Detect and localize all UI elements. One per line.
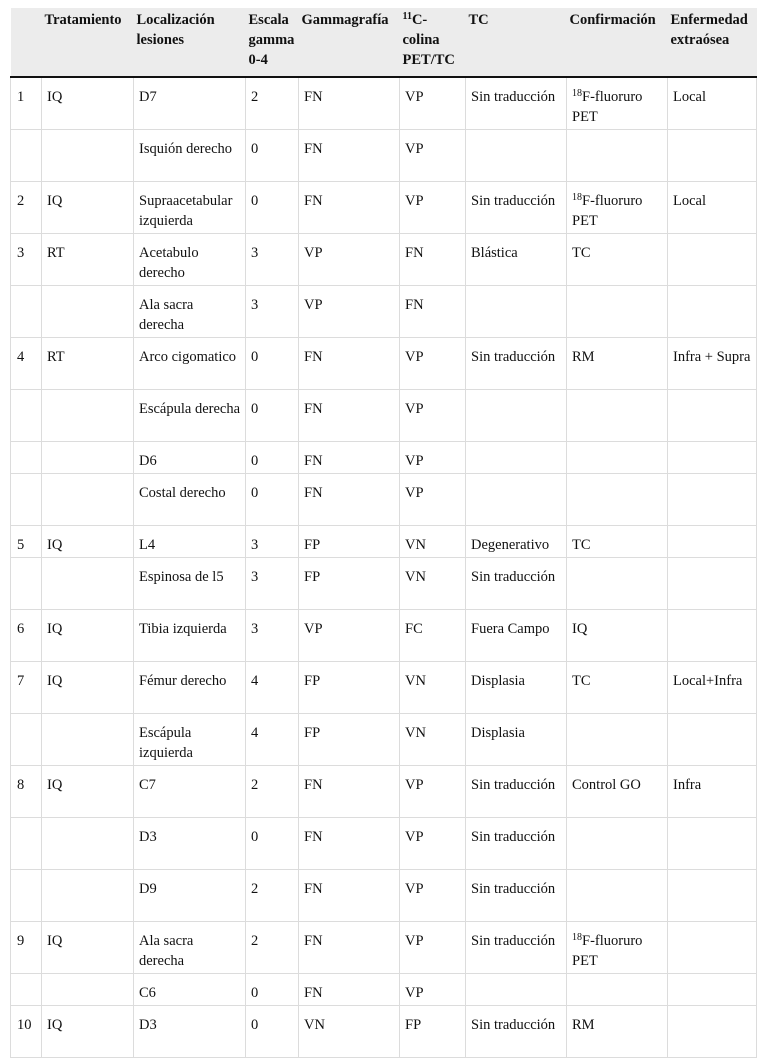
- header-colina-sup: 11: [402, 11, 412, 22]
- cell-localizacion: C6: [134, 974, 246, 1006]
- header-colina-label: C-colina PET/TC: [402, 12, 455, 68]
- cell-index: 7: [11, 662, 42, 714]
- cell-localizacion: D3: [134, 818, 246, 870]
- cell-colina: VN: [400, 558, 466, 610]
- cell-extraosea: Infra: [668, 766, 757, 818]
- table-row: [11, 526, 757, 558]
- header-colina: [400, 8, 466, 77]
- table-row: [11, 390, 757, 442]
- cell-tc: [466, 442, 567, 474]
- cell-gammagrafia: FP: [299, 526, 400, 558]
- cell-escala: 0: [246, 442, 299, 474]
- cell-gammagrafia: FP: [299, 662, 400, 714]
- cell-escala: 0: [246, 818, 299, 870]
- cell-escala: 2: [246, 870, 299, 922]
- cell-tc: Sin traducción: [466, 558, 567, 610]
- cell-tratamiento: [42, 474, 134, 526]
- cell-escala: 0: [246, 182, 299, 234]
- cell-confirmacion: [567, 77, 668, 130]
- cell-confirmacion: [567, 442, 668, 474]
- cell-escala: 0: [246, 974, 299, 1006]
- cell-colina: VP: [400, 442, 466, 474]
- cell-confirmacion: [567, 286, 668, 338]
- cell-tc: Sin traducción: [466, 818, 567, 870]
- cell-gammagrafia: FN: [299, 870, 400, 922]
- cell-extraosea: [668, 390, 757, 442]
- isotope-superscript: 18: [572, 932, 582, 943]
- header-escala: Escala gamma 0-4: [246, 8, 299, 77]
- cell-escala: 3: [246, 558, 299, 610]
- cell-colina: VN: [400, 662, 466, 714]
- cell-extraosea: Local: [668, 77, 757, 130]
- cell-escala: 4: [246, 662, 299, 714]
- cell-localizacion: Espinosa de l5: [134, 558, 246, 610]
- cell-localizacion: Ala sacra derecha: [134, 286, 246, 338]
- cell-gammagrafia: FN: [299, 766, 400, 818]
- cell-localizacion: Costal derecho: [134, 474, 246, 526]
- table-row: [11, 558, 757, 610]
- cell-escala: 0: [246, 474, 299, 526]
- cell-confirmacion: [567, 714, 668, 766]
- cell-index: [11, 286, 42, 338]
- cell-tc: Blástica: [466, 234, 567, 286]
- cell-extraosea: [668, 1006, 757, 1058]
- cell-confirmacion: TC: [567, 662, 668, 714]
- cell-escala: 2: [246, 922, 299, 974]
- header-gammagrafia: Gammagrafía: [299, 8, 400, 77]
- cell-gammagrafia: FN: [299, 474, 400, 526]
- cell-extraosea: [668, 526, 757, 558]
- cell-gammagrafia: VN: [299, 1006, 400, 1058]
- cell-localizacion: Tibia izquierda: [134, 610, 246, 662]
- cell-index: [11, 442, 42, 474]
- table-row: [11, 766, 757, 818]
- cell-tratamiento: [42, 442, 134, 474]
- cell-colina: FN: [400, 234, 466, 286]
- cell-extraosea: [668, 558, 757, 610]
- cell-colina: VP: [400, 870, 466, 922]
- cell-escala: 4: [246, 714, 299, 766]
- cell-colina: FC: [400, 610, 466, 662]
- cell-extraosea: [668, 286, 757, 338]
- table-body: [11, 77, 757, 1058]
- cell-colina: VP: [400, 338, 466, 390]
- cell-index: [11, 474, 42, 526]
- cell-extraosea: [668, 474, 757, 526]
- cell-extraosea: Local: [668, 182, 757, 234]
- cell-gammagrafia: FP: [299, 558, 400, 610]
- table-row: [11, 130, 757, 182]
- cell-escala: 3: [246, 286, 299, 338]
- cell-colina: VP: [400, 130, 466, 182]
- cell-extraosea: [668, 818, 757, 870]
- cell-gammagrafia: FN: [299, 77, 400, 130]
- cell-tc: [466, 130, 567, 182]
- cell-confirmacion: RM: [567, 1006, 668, 1058]
- cell-tc: Sin traducción: [466, 922, 567, 974]
- cell-confirmacion: RM: [567, 338, 668, 390]
- cell-tratamiento: IQ: [42, 526, 134, 558]
- cell-colina: VP: [400, 77, 466, 130]
- cell-gammagrafia: FP: [299, 714, 400, 766]
- cell-escala: 3: [246, 610, 299, 662]
- cell-tratamiento: RT: [42, 234, 134, 286]
- cell-index: [11, 558, 42, 610]
- table-row: [11, 234, 757, 286]
- cell-localizacion: Escápula izquierda: [134, 714, 246, 766]
- cell-localizacion: Acetabulo derecho: [134, 234, 246, 286]
- cell-index: [11, 818, 42, 870]
- cell-index: 5: [11, 526, 42, 558]
- table-row: [11, 870, 757, 922]
- cell-colina: VN: [400, 526, 466, 558]
- cell-tc: Displasia: [466, 714, 567, 766]
- cell-confirmacion: [567, 182, 668, 234]
- cell-colina: VP: [400, 766, 466, 818]
- cell-tratamiento: [42, 390, 134, 442]
- cell-tratamiento: [42, 714, 134, 766]
- cell-index: 10: [11, 1006, 42, 1058]
- cell-confirmacion: [567, 558, 668, 610]
- table-row: [11, 286, 757, 338]
- cell-tratamiento: IQ: [42, 77, 134, 130]
- cell-tratamiento: [42, 870, 134, 922]
- cell-colina: FP: [400, 1006, 466, 1058]
- cell-extraosea: [668, 714, 757, 766]
- cell-tratamiento: IQ: [42, 610, 134, 662]
- table-row: [11, 442, 757, 474]
- table-row: [11, 818, 757, 870]
- cell-escala: 0: [246, 1006, 299, 1058]
- cell-tratamiento: IQ: [42, 182, 134, 234]
- cell-colina: VN: [400, 714, 466, 766]
- cell-colina: VP: [400, 182, 466, 234]
- cell-index: 3: [11, 234, 42, 286]
- cell-extraosea: [668, 442, 757, 474]
- cell-confirmacion: [567, 390, 668, 442]
- cell-localizacion: Supraacetabular izquierda: [134, 182, 246, 234]
- confirmacion-text: F-fluoruro PET: [572, 89, 643, 125]
- cell-confirmacion: [567, 870, 668, 922]
- cell-index: 4: [11, 338, 42, 390]
- cell-tc: Fuera Campo: [466, 610, 567, 662]
- table-row: [11, 474, 757, 526]
- cell-escala: 2: [246, 77, 299, 130]
- cell-gammagrafia: VP: [299, 234, 400, 286]
- cell-index: [11, 390, 42, 442]
- isotope-superscript: 18: [572, 88, 582, 99]
- results-table: [10, 8, 757, 1058]
- cell-escala: 0: [246, 338, 299, 390]
- cell-colina: VP: [400, 390, 466, 442]
- cell-tc: Sin traducción: [466, 870, 567, 922]
- cell-gammagrafia: FN: [299, 818, 400, 870]
- cell-tc: Sin traducción: [466, 338, 567, 390]
- cell-colina: VP: [400, 922, 466, 974]
- cell-tratamiento: IQ: [42, 922, 134, 974]
- cell-index: 2: [11, 182, 42, 234]
- cell-localizacion: D3: [134, 1006, 246, 1058]
- cell-escala: 3: [246, 526, 299, 558]
- cell-extraosea: [668, 610, 757, 662]
- cell-gammagrafia: FN: [299, 338, 400, 390]
- cell-index: [11, 714, 42, 766]
- table-row: [11, 662, 757, 714]
- cell-extraosea: Local+Infra: [668, 662, 757, 714]
- cell-extraosea: Infra + Supra: [668, 338, 757, 390]
- cell-colina: VP: [400, 974, 466, 1006]
- cell-confirmacion: Control GO: [567, 766, 668, 818]
- cell-tc: [466, 474, 567, 526]
- cell-tratamiento: IQ: [42, 766, 134, 818]
- cell-tc: Degenerativo: [466, 526, 567, 558]
- cell-tratamiento: [42, 558, 134, 610]
- cell-colina: VP: [400, 818, 466, 870]
- confirmacion-text: F-fluoruro PET: [572, 933, 643, 969]
- cell-confirmacion: TC: [567, 526, 668, 558]
- cell-tratamiento: RT: [42, 338, 134, 390]
- cell-escala: 0: [246, 390, 299, 442]
- cell-confirmacion: [567, 130, 668, 182]
- cell-gammagrafia: FN: [299, 390, 400, 442]
- cell-confirmacion: [567, 818, 668, 870]
- cell-gammagrafia: FN: [299, 922, 400, 974]
- header-extraosea: Enfermedad extraósea: [668, 8, 757, 77]
- table-row: [11, 338, 757, 390]
- cell-index: 6: [11, 610, 42, 662]
- cell-localizacion: Escápula derecha: [134, 390, 246, 442]
- cell-tc: Displasia: [466, 662, 567, 714]
- cell-index: 8: [11, 766, 42, 818]
- header-tc: TC: [466, 8, 567, 77]
- cell-colina: VP: [400, 474, 466, 526]
- cell-tc: Sin traducción: [466, 1006, 567, 1058]
- cell-escala: 2: [246, 766, 299, 818]
- cell-tc: Sin traducción: [466, 766, 567, 818]
- cell-tc: Sin traducción: [466, 182, 567, 234]
- cell-gammagrafia: FN: [299, 442, 400, 474]
- cell-gammagrafia: FN: [299, 182, 400, 234]
- header-tratamiento: Tratamiento: [42, 8, 134, 77]
- cell-tratamiento: [42, 286, 134, 338]
- table-row: [11, 714, 757, 766]
- cell-escala: 0: [246, 130, 299, 182]
- cell-gammagrafia: VP: [299, 286, 400, 338]
- cell-localizacion: Ala sacra derecha: [134, 922, 246, 974]
- header-row: [11, 8, 757, 77]
- table-row: [11, 182, 757, 234]
- cell-confirmacion: [567, 474, 668, 526]
- cell-gammagrafia: VP: [299, 610, 400, 662]
- cell-confirmacion: TC: [567, 234, 668, 286]
- cell-localizacion: C7: [134, 766, 246, 818]
- table-row: [11, 922, 757, 974]
- cell-localizacion: Arco cigomatico: [134, 338, 246, 390]
- header-localizacion: Localización lesiones: [134, 8, 246, 77]
- cell-escala: 3: [246, 234, 299, 286]
- header-index: [11, 8, 42, 77]
- cell-tratamiento: [42, 130, 134, 182]
- cell-localizacion: D9: [134, 870, 246, 922]
- cell-index: 1: [11, 77, 42, 130]
- cell-gammagrafia: FN: [299, 130, 400, 182]
- cell-tc: [466, 390, 567, 442]
- table-row: [11, 610, 757, 662]
- cell-tratamiento: [42, 818, 134, 870]
- confirmacion-text: F-fluoruro PET: [572, 193, 643, 229]
- cell-colina: FN: [400, 286, 466, 338]
- cell-localizacion: Fémur derecho: [134, 662, 246, 714]
- cell-localizacion: Isquión derecho: [134, 130, 246, 182]
- cell-confirmacion: IQ: [567, 610, 668, 662]
- table-row: [11, 77, 757, 130]
- cell-index: 9: [11, 922, 42, 974]
- cell-extraosea: [668, 922, 757, 974]
- cell-localizacion: D7: [134, 77, 246, 130]
- cell-localizacion: L4: [134, 526, 246, 558]
- table-row: [11, 1006, 757, 1058]
- cell-localizacion: D6: [134, 442, 246, 474]
- cell-extraosea: [668, 234, 757, 286]
- header-confirmacion: Confirmación: [567, 8, 668, 77]
- cell-extraosea: [668, 130, 757, 182]
- cell-index: [11, 870, 42, 922]
- cell-gammagrafia: FN: [299, 974, 400, 1006]
- cell-extraosea: [668, 870, 757, 922]
- cell-index: [11, 130, 42, 182]
- cell-tc: [466, 286, 567, 338]
- cell-tratamiento: IQ: [42, 1006, 134, 1058]
- cell-tratamiento: IQ: [42, 662, 134, 714]
- isotope-superscript: 18: [572, 192, 582, 203]
- cell-confirmacion: [567, 922, 668, 974]
- cell-tc: Sin traducción: [466, 77, 567, 130]
